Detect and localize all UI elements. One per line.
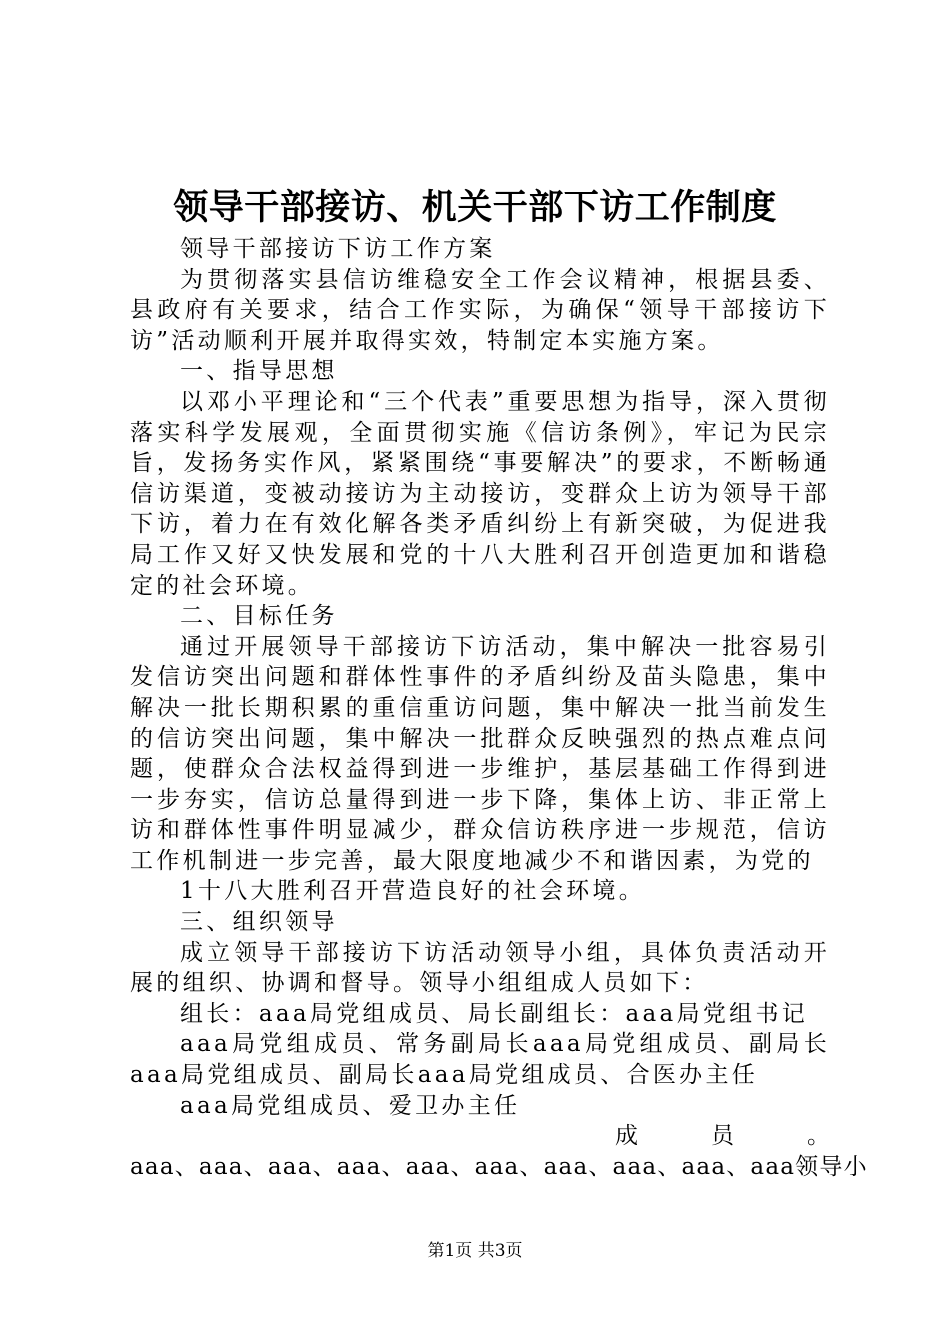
members-label-char-1: 成	[615, 1123, 638, 1150]
members-label-punct: 。	[807, 1123, 830, 1150]
paragraph-subtitle: 领导干部接访下访工作方案	[180, 236, 496, 262]
members-label-row	[130, 1121, 830, 1152]
document-title: 领导干部接访、机关干部下访工作制度	[173, 187, 777, 228]
members-label-char-2: 员	[711, 1123, 734, 1150]
page-indicator: 第1页 共3页	[427, 1241, 523, 1261]
paragraph-deputy-members: aaa局党组成员、常务副局长aaa局党组成员、副局长aaa局党组成员、副局长aaa局党组成员、合医办主任	[130, 1031, 830, 1089]
paragraph-organization: 成立领导干部接访下访活动领导小组，具体负责活动开展的组织、协调和督导。领导小组组成人员如下：	[130, 939, 830, 997]
paragraph-guiding-thought: 以邓小平理论和“三个代表”重要思想为指导，深入贯彻落实科学发展观，全面贯彻实施《信访条例》，牢记为民宗旨，发扬务实作风，紧紧围绕“事要解决”的要求，不断畅通信访渠道，变被动接访为主动接访，变群众上访为领导干部下访，着力在有效化解各类矛盾纠纷上有新突破，为促进我局工作又好又快发展和党的十八大胜利召开创造更加和谐稳定的社会环境。	[130, 388, 830, 599]
paragraph-objectives: 通过开展领导干部接访下访活动，集中解决一批容易引发信访突出问题和群体性事件的矛盾纠纷及苗头隐患，集中解决一批长期积累的重信重访问题，集中解决一批当前发生的信访突出问题，集中解决一批群众反映强烈的热点难点问题，使群众合法权益得到进一步维护，基层基础工作得到进一步夯实，信访总量得到进一步下降，集体上访、非正常上访和群体性事件明显减少，群众信访秩序进一步规范，信访工作机制进一步完善，最大限度地减少不和谐因素，为党的	[130, 633, 830, 874]
heading-organization: 三、组织领导	[180, 909, 338, 936]
document-body	[130, 234, 868, 1182]
paragraph-objectives-cont: 1十八大胜利召开营造良好的社会环境。	[180, 878, 646, 905]
heading-guiding-thought: 一、指导思想	[180, 358, 338, 385]
members-list: aaa、aaa、aaa、aaa、aaa、aaa、aaa、aaa、aaa、aaa领导小	[130, 1153, 868, 1180]
heading-objectives: 二、目标任务	[180, 603, 338, 630]
paragraph-leader: 组长：aaa局党组成员、局长副组长：aaa局党组书记	[180, 1000, 809, 1027]
paragraph-intro: 为贯彻落实县信访维稳安全工作会议精神，根据县委、县政府有关要求，结合工作实际，为确保“领导干部接访下访”活动顺利开展并取得实效，特制定本实施方案。	[130, 266, 830, 354]
paragraph-member-aiweiban: aaa局党组成员、爱卫办主任	[180, 1092, 521, 1119]
